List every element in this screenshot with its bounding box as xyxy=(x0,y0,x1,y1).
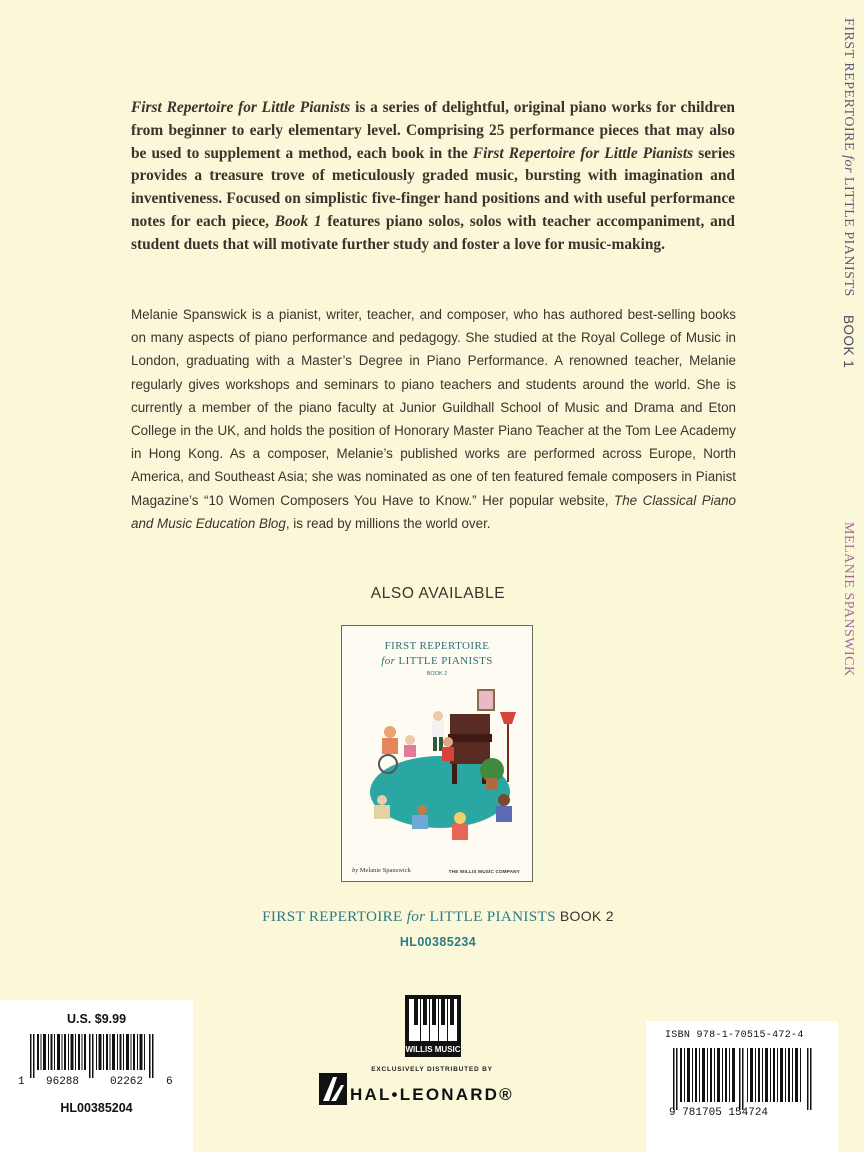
book2-item-code: HL00385234 xyxy=(399,935,477,949)
intro-text-1: is a series of delightful, original piano works for children from beginner to early elementary level. Comprising 25 performance pieces that may also be used to supplement a method, each book in the xyxy=(131,99,735,162)
willis-logo-text: WILLIS MUSIC xyxy=(405,1045,461,1054)
cover-book-label: BOOK 2 xyxy=(426,671,448,677)
book2-title[interactable]: FIRST REPERTOIRE for LITTLE PIANISTS BOOK 2 xyxy=(262,908,614,925)
intro-paragraph xyxy=(131,97,735,257)
willis-music-logo xyxy=(405,995,461,1057)
cover-title-line2: for LITTLE PIANISTS xyxy=(381,655,493,667)
hal-leonard-wordmark: HAL•LEONARD® xyxy=(350,1085,514,1104)
item-code: HL00385204 xyxy=(60,1101,133,1115)
spine-book-number: BOOK 1 xyxy=(841,314,856,369)
intro-text-2: series provides a treasure trove of meticulously graded music, bursting with imagination and inventiveness. Focused on simplistic five-finger hand positions and with useful performance notes for each piece, xyxy=(131,144,735,230)
book2-cover[interactable] xyxy=(341,625,533,882)
isbn-number: ISBN 978-1-70515-472-4 xyxy=(665,1030,804,1041)
bio-text-1: Melanie Spanswick is a pianist, writer, teacher, and composer, who has authored best-selling books on many aspects of piano performance and pedagogy. She studied at the Royal College of Music in London, graduating with a Master’s Degree in Piano Performance. A renowned teacher, Melanie regularly gives workshops and seminars to piano teachers and students around the world. She is currently a member of the piano faculty at Junior Guildhall School of Music and Drama and Eton College in the UK, and holds the position of Honorary Master Piano Teacher at the Tom Lee Academy in Hong Kong. As a composer, Melanie’s published works are performed across Europe, North America, and Southeast Asia; she was nominated as one of ten featured female composers in Pianist Magazine’s “10 Women Composers You Have to Know.” Her popular website, xyxy=(131,307,736,508)
hal-leonard-icon xyxy=(319,1073,347,1105)
intro-text-3: features piano solos, solos with teacher accompaniment, and student duets that will motivate further study and foster a love for music-making. xyxy=(131,212,735,253)
website-name: The Classical Piano and Music Education Blog xyxy=(131,492,736,531)
series-title-2: First Repertoire for Little Pianists xyxy=(472,144,694,162)
cover-title-line1: FIRST REPERTOIRE xyxy=(384,640,490,652)
cover-author: by Melanie Spanswick xyxy=(352,867,411,874)
ean-barcode xyxy=(673,1048,813,1110)
price-label: U.S. $9.99 xyxy=(66,1012,127,1026)
bio-text-2: , is read by millions the world over. xyxy=(285,515,491,531)
cover-publisher: THE WILLIS MUSIC COMPANY xyxy=(448,869,520,874)
book2-number: BOOK 2 xyxy=(559,908,614,924)
spine-author: MELANIE SPANSWICK xyxy=(841,522,856,677)
book-reference: Book 1 xyxy=(274,212,322,230)
price-box: U.S. $9.99 1 96288 02262 6 HL00385204 xyxy=(0,1000,193,1152)
cover-illustration xyxy=(352,684,524,854)
isbn-box xyxy=(646,1021,838,1152)
spine-series-title: FIRST REPERTOIRE for LITTLE PIANISTS xyxy=(841,18,856,297)
series-title: First Repertoire for Little Pianists xyxy=(131,99,351,116)
ean-digits: 9 781705 154724 xyxy=(669,1107,769,1119)
hal-leonard-logo xyxy=(319,1073,549,1105)
distributed-by: EXCLUSIVELY DISTRIBUTED BY xyxy=(371,1066,493,1073)
also-available-heading: ALSO AVAILABLE xyxy=(370,585,506,602)
author-bio xyxy=(131,303,736,535)
